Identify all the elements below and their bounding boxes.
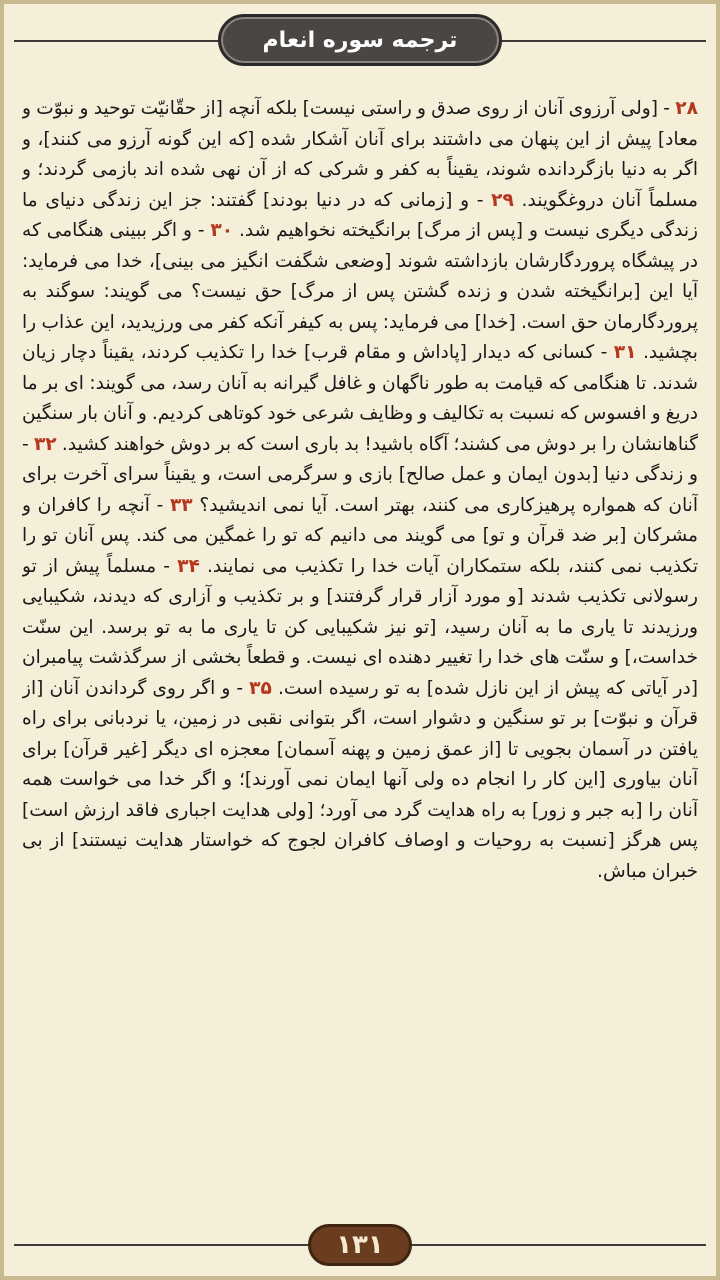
verse-number-33: ۳۳ <box>169 494 193 516</box>
verse-number-35: ۳۵ <box>249 677 272 699</box>
verse-text-30: - و اگر ببینی هنگامی که در پیشگاه پروردگارشان بازداشته شوند [وضعی شگفت انگیز می بینی]، خدا می فرماید: آیا این [برانگیخته شدن و زنده گشتن پس از مرگ] حق نیست؟ می گویند: سوگند به پروردگارمان حق است. [خدا] می فرماید: پس به کیفر آنکه کفر می ورزیدید، این عذاب را بچشید. <box>22 220 698 363</box>
verse-number-29: ۲۹ <box>491 189 514 211</box>
verse-number-32: ۳۲ <box>33 433 57 455</box>
page-title: ترجمه سوره انعام <box>262 27 458 53</box>
footer-ornament-line-right <box>406 1244 706 1246</box>
title-ornament-line-right <box>492 40 706 42</box>
verse-text-32: - و زندگی دنیا [بدون ایمان و عمل صالح] بازی و سرگرمی است، و یقیناً سرای آخرت برای آنان که همواره پرهیزکاری می کنند، بهتر است. آیا نمی اندیشید؟ <box>22 433 698 516</box>
translation-text <box>22 94 698 1198</box>
footer-ornament-line-left <box>14 1244 314 1246</box>
verse-number-30: ۳۰ <box>210 220 234 241</box>
verse-number-34: ۳۴ <box>177 555 200 577</box>
verse-text-33: - آنچه را کافران و مشرکان [بر ضد قرآن و تو] می گویند می دانیم که تو را غمگین می کند. پس آنان تو را تکذیب نمی کنند، بلکه ستمکاران آیات خدا را تکذیب می نمایند. <box>22 494 698 577</box>
verse-number-31: ۳۱ <box>613 342 637 363</box>
page-number: ۱۳۱ <box>336 1230 384 1260</box>
verse-text-28: - [ولی آرزوی آنان از روی صدق و راستی نیست] بلکه آنچه [از حقّانیّت توحید و نبوّت و معاد] پیش از این پنهان می داشتند برای آنان آشکار شده [که این گونه آرزو می کنند]، و اگر به دنیا بازگردانده شوند، یقیناً به کفر و شرکی که از آن نهی شده اند بازمی گردند؛ و مسلماً آنان دروغگویند. <box>22 98 698 211</box>
verse-number-28: ۲۸ <box>675 98 698 119</box>
verse-text-34: - مسلماً پیش از تو رسولانی تکذیب شدند [و مورد آزار قرار گرفتند] و بر تکذیب و آزاری که دیدند، شکیبایی ورزیدند تا یاری ما به آنان رسید، [تو نیز شکیبایی کن تا یاری ما به تو برسد. این سنّت خداست،] و سنّت های خدا را تغییر دهنده ای نیست. و قطعاً بخشی از سرگذشت پیامبران [در آیاتی که پیش از این نازل شده] به تو رسیده است. <box>22 555 698 699</box>
verse-text-29: - و [زمانی که در دنیا بودند] گفتند: جز این زندگی دنیای ما زندگی دیگری نیست و [پس از مرگ] برانگیخته نخواهیم شد. <box>22 189 698 241</box>
verse-text-31: - کسانی که دیدار [پاداش و مقام قرب] خدا را تکذیب کردند، یقیناً دچار زیان شدند. تا هنگامی که قیامت به طور ناگهان و غافل گیرانه به آنان رسد، می گویند: ای بر ما دریغ و افسوس که نسبت به تکالیف و وظایف شرعی خود کوتاهی کردیم. و آنان بار سنگین گناهانشان را بر دوش می کشند؛ آگاه باشید! بد باری است که بر دوش خواهند کشید. <box>22 342 698 455</box>
verse-text-35: - و اگر روی گرداندن آنان [از قرآن و نبوّت] بر تو سنگین و دشوار است، اگر بتوانی نقبی در زمین، یا نردبانی برای راه یافتن در آسمان بجویی تا [از عمق زمین و پهنه آسمان] معجزه ای دیگر [غیر قرآن] برای آنان بیاوری [این کار را انجام ده ولی آنها ایمان نمی آورند]؛ و اگر خدا می خواست همه آنان را [به جبر و زور] به راه هدایت گرد می آورد؛ [ولی هدایت اجباری فاقد ارزش است] پس هرگز [نسبت به روحیات و اوصاف کافران لجوج که خواستار هدایت نیستند] از بی خبران مباش. <box>22 677 698 882</box>
page-number-badge <box>308 1224 412 1266</box>
title-badge <box>218 14 502 66</box>
title-ornament-line-left <box>14 40 228 42</box>
